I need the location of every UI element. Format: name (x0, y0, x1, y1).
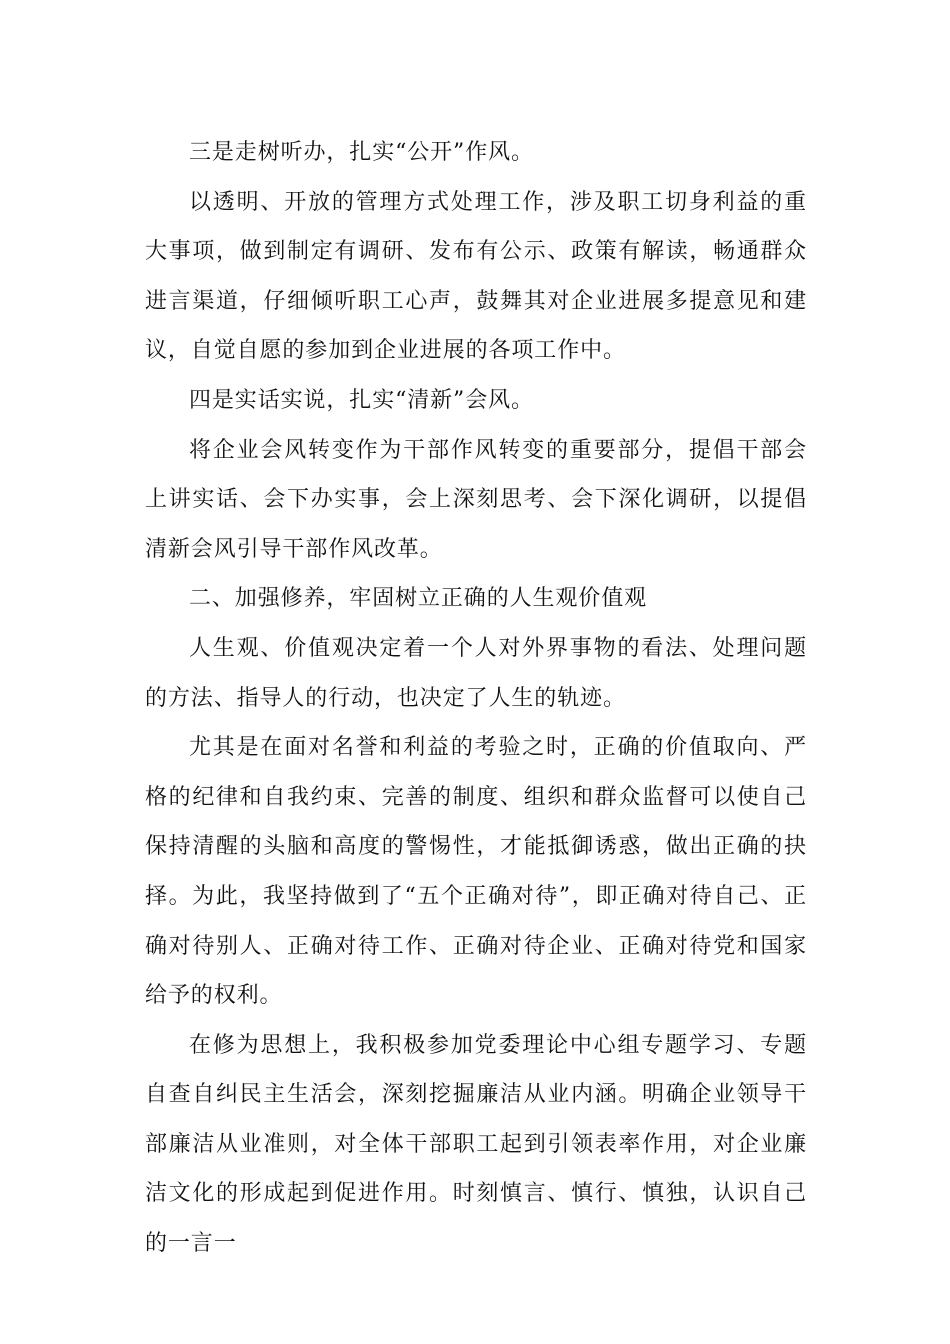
paragraph-3: 四是实话实说，扎实“清新”会风。 (189, 387, 534, 413)
paragraph-1: 三是走树听办，扎实“公开”作风。 (189, 140, 534, 165)
document-body (145, 128, 807, 1269)
paragraph-6: 人生观、价值观决定着一个人对外界事物的看法、处理问题的方法、指导人的行动，也决定了人生的轨迹。 (145, 635, 807, 711)
paragraph-8: 在修为思想上，我积极参加党委理论中心组专题学习、专题自查自纠民主生活会，深刻挖掘廉洁从业内涵。明确企业领导干部廉洁从业准则，对全体干部职工起到引领表率作用，对企业廉洁文化的形成起到促进作用。时刻慎言、慎行、慎独，认识自己的一言一 (145, 1032, 807, 1257)
paragraph-4: 将企业会风转变作为干部作风转变的重要部分，提倡干部会上讲实话、会下办实事，会上深刻思考、会下深化调研，以提倡清新会风引导干部作风改革。 (145, 437, 807, 562)
paragraph-7: 尤其是在面对名誉和利益的考验之时，正确的价值取向、严格的纪律和自我约束、完善的制度、组织和群众监督可以使自己保持清醒的头脑和高度的警惕性，才能抵御诱惑，做出正确的抉择。为此，我坚持做到了“五个正确对待”，即正确对待自己、正确对待别人、正确对待工作、正确对待企业、正确对待党和国家给予的权利。 (145, 735, 807, 1009)
section-heading: 二、加强修养，牢固树立正确的人生观价值观 (189, 586, 648, 612)
paragraph-2: 以透明、开放的管理方式处理工作，涉及职工切身利益的重大事项，做到制定有调研、发布有公示、政策有解读，畅通群众进言渠道，仔细倾听职工心声，鼓舞其对企业进展多提意见和建议，自觉自愿的参加到企业进展的各项工作中。 (145, 189, 807, 364)
